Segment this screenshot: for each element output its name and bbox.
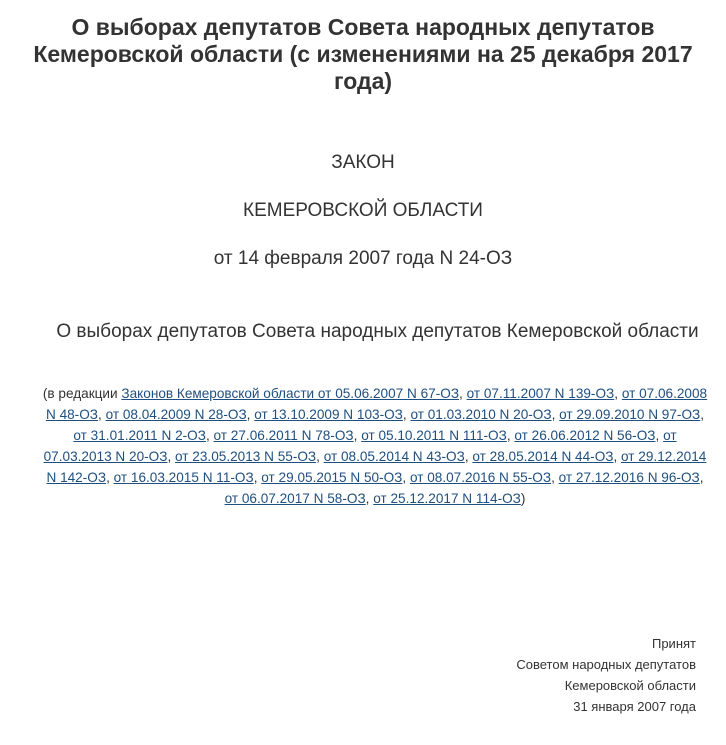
amendment-link[interactable]: Законов Кемеровской области от 05.06.2007 N 67-ОЗ [121,386,460,401]
document-title: О выборах депутатов Совета народных депутатов Кемеровской области (с изменениями на 25 декабря 2017 года) [33,14,693,94]
adopted-by-line: Советом народных депутатов [516,657,696,672]
amendment-link[interactable]: от 07.11.2007 N 139-ОЗ [466,386,615,401]
amendment-link[interactable]: от 27.12.2016 N 96-ОЗ [558,470,700,485]
amendment-link[interactable]: от 07.06.2008 N 48-ОЗ [45,386,708,422]
adopted-block [516,633,696,717]
redaction-prefix: (в редакции [42,386,122,401]
amendment-link[interactable]: от 08.07.2016 N 55-ОЗ [409,470,552,485]
redaction-suffix: ) [520,491,526,506]
date-number-heading: от 14 февраля 2007 года N 24-ОЗ [213,248,513,269]
amendment-link[interactable]: от 05.10.2011 N 111-ОЗ [361,428,507,443]
amendment-link[interactable]: от 16.03.2015 N 11-ОЗ [113,470,254,485]
region-heading: КЕМЕРОВСКОЙ ОБЛАСТИ [243,200,483,221]
doc-type-heading: ЗАКОН [331,152,395,173]
amendment-link[interactable]: от 23.05.2013 N 55-ОЗ [175,449,317,464]
amendment-link[interactable]: от 07.03.2013 N 20-ОЗ [43,428,677,464]
amendment-link[interactable]: от 13.10.2009 N 103-ОЗ [254,407,403,422]
adopted-line: Принят [651,636,696,651]
amendment-link[interactable]: от 08.05.2014 N 43-ОЗ [323,449,465,464]
amendment-link[interactable]: от 31.01.2011 N 2-ОЗ [73,428,206,443]
amendment-link[interactable]: от 08.04.2009 N 28-ОЗ [105,407,247,422]
law-title: О выборах депутатов Совета народных депутатов Кемеровской области [56,321,699,342]
amendment-link[interactable]: от 06.07.2017 N 58-ОЗ [224,491,366,506]
amendment-link[interactable]: от 29.09.2010 N 97-ОЗ [559,407,701,422]
amendment-link[interactable]: от 28.05.2014 N 44-ОЗ [472,449,614,464]
amendment-link[interactable]: от 26.06.2012 N 56-ОЗ [514,428,656,443]
amendment-link[interactable]: от 01.03.2010 N 20-ОЗ [410,407,552,422]
redaction-note: (в редакции Законов Кемеровской области от 05.06.2007 N 67-ОЗ, от 07.11.2007 N 139-ОЗ, от 07.06.2008 N 48-ОЗ, от 08.04.2009 N 28-ОЗ, от 13.10.2009 N 103-ОЗ, от 01.03.2010 N 20-ОЗ, от 29.09.2010 N 97-ОЗ, от 31.01.2011 N 2-ОЗ, от 27.06.2011 N 78-ОЗ, от 05.10.2011 N 111-ОЗ, от 26.06.2012 N 56-ОЗ, от 07.03.2013 N 20-ОЗ, от 23.05.2013 N 55-ОЗ, от 08.05.2014 N 43-ОЗ, от 28.05.2014 N 44-ОЗ, от 29.12.2014 N 142-ОЗ, от 16.03.2015 N 11-ОЗ, от 29.05.2015 N 50-ОЗ, от 08.07.2016 N 55-ОЗ, от 27.12.2016 N 96-ОЗ, от 06.07.2017 N 58-ОЗ, от 25.12.2017 N 114-ОЗ) [42,386,708,506]
amendment-link[interactable]: от 29.12.2014 N 142-ОЗ [46,449,707,485]
adopted-date-line: 31 января 2007 года [573,699,696,714]
adopted-region-line: Кемеровской области [564,678,696,693]
amendment-link[interactable]: от 27.06.2011 N 78-ОЗ [213,428,354,443]
amendment-link[interactable]: от 29.05.2015 N 50-ОЗ [261,470,403,485]
amendment-link[interactable]: от 25.12.2017 N 114-ОЗ [373,491,521,506]
